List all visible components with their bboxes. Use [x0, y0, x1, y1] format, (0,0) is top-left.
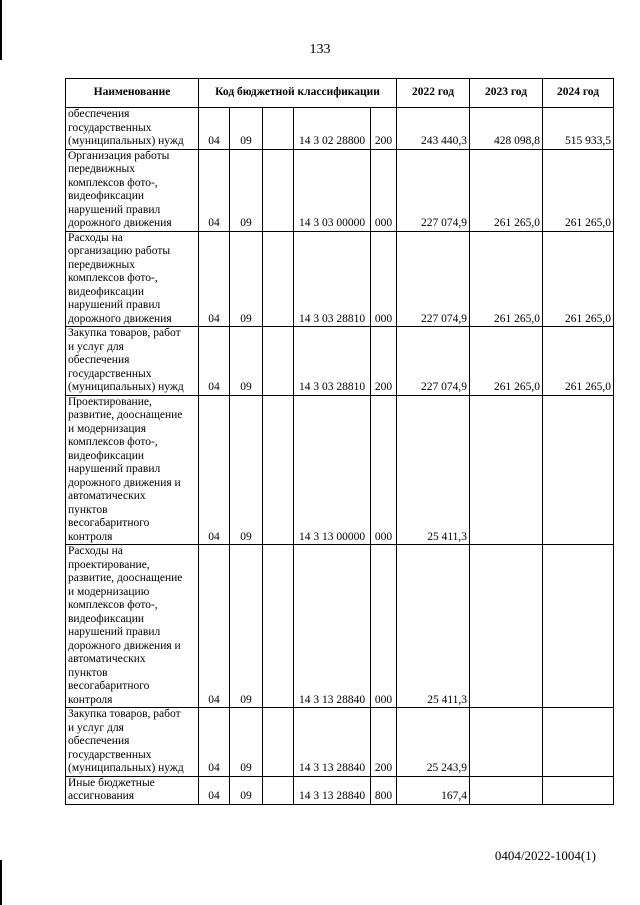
cell-name-line: обеспечения	[68, 354, 130, 366]
cell-name-line: автоматических	[68, 653, 146, 665]
cell-spacer	[263, 327, 294, 396]
cell-name-line: видеофиксации	[68, 285, 145, 298]
cell-subsection: 09	[230, 108, 263, 150]
cell-name-line: весогабаритного	[68, 680, 150, 692]
cell-2023	[470, 545, 543, 708]
cell-name-line: комплексов фото-,	[68, 176, 158, 189]
cell-name	[66, 231, 199, 327]
cell-target-article: 14 3 03 00000	[294, 149, 371, 231]
cell-expense-type: 000	[371, 231, 397, 327]
cell-name-line: Проектирование,	[68, 395, 152, 408]
cell-section: 04	[199, 708, 230, 777]
cell-subsection: 09	[230, 395, 263, 545]
cell-spacer	[263, 149, 294, 231]
header-2024: 2024 год	[543, 79, 614, 108]
cell-name	[66, 708, 199, 777]
cell-2023: 428 098,8	[470, 108, 543, 150]
cell-name-line: государственных	[68, 748, 152, 761]
header-name: Наименование	[66, 79, 199, 108]
cell-2022: 25 411,3	[397, 395, 470, 545]
cell-2023	[470, 708, 543, 777]
cell-name-line: дорожного движения	[68, 217, 172, 229]
cell-name-line: Закупка товаров, работ	[68, 708, 181, 720]
cell-name	[66, 327, 199, 396]
cell-name-line: государственных	[68, 121, 152, 134]
cell-2022: 227 074,9	[397, 327, 470, 396]
cell-2022: 167,4	[397, 776, 470, 804]
cell-name-line: и услуг для	[68, 340, 124, 353]
cell-name-line: организацию работы	[68, 245, 171, 257]
cell-section: 04	[199, 108, 230, 150]
cell-name-line: нарушений правил	[68, 203, 161, 216]
cell-2022: 25 411,3	[397, 545, 470, 708]
cell-2024: 515 933,5	[543, 108, 614, 150]
cell-name-line: передвижных	[68, 258, 135, 271]
cell-name-line: и услуг для	[68, 721, 124, 734]
cell-2023: 261 265,0	[470, 327, 543, 396]
cell-name-line: весогабаритного	[68, 517, 150, 529]
cell-name-line: и модернизацию	[68, 585, 150, 598]
cell-expense-type: 200	[371, 108, 397, 150]
cell-2023: 261 265,0	[470, 149, 543, 231]
cell-name-line: обеспечения	[68, 108, 130, 120]
cell-name-line: развитие, дооснащение	[68, 409, 183, 421]
cell-name-line: комплексов фото-,	[68, 436, 158, 448]
cell-name-line: комплексов фото-,	[68, 599, 158, 611]
table-header-row	[66, 79, 614, 108]
cell-2024: 261 265,0	[543, 327, 614, 396]
cell-2022: 243 440,3	[397, 108, 470, 150]
cell-section: 04	[199, 149, 230, 231]
cell-spacer	[263, 776, 294, 804]
cell-subsection: 09	[230, 231, 263, 327]
cell-name-line: комплексов фото-,	[68, 272, 158, 284]
cell-name-line: (муниципальных) нужд	[68, 762, 184, 774]
cell-name-line: дорожного движения	[68, 312, 172, 325]
cell-name-line: ассигнования	[68, 790, 135, 802]
cell-target-article: 14 3 13 28840	[294, 545, 371, 708]
cell-name-line: проектирование,	[68, 558, 150, 571]
cell-name-line: и модернизация	[68, 422, 146, 435]
cell-name-line: нарушений правил	[68, 299, 161, 311]
table-row	[66, 395, 614, 545]
cell-spacer	[263, 231, 294, 327]
cell-name	[66, 395, 199, 545]
cell-2022: 227 074,9	[397, 231, 470, 327]
cell-name-line: развитие, дооснащение	[68, 572, 183, 584]
cell-name-line: Закупка товаров, работ	[68, 327, 181, 339]
cell-target-article: 14 3 13 00000	[294, 395, 371, 545]
cell-name-line: пунктов	[68, 503, 108, 516]
table-row	[66, 776, 614, 804]
cell-name-line: пунктов	[68, 666, 108, 679]
cell-target-article: 14 3 13 28840	[294, 708, 371, 777]
cell-target-article: 14 3 03 28810	[294, 327, 371, 396]
cell-name-line: видеофиксации	[68, 449, 145, 462]
cell-expense-type: 000	[371, 545, 397, 708]
document-code: 0404/2022-1004(1)	[494, 848, 596, 863]
table-row	[66, 108, 614, 150]
cell-name-line: Расходы на	[68, 231, 123, 244]
cell-subsection: 09	[230, 708, 263, 777]
cell-expense-type: 000	[371, 395, 397, 545]
cell-section: 04	[199, 545, 230, 708]
cell-spacer	[263, 545, 294, 708]
cell-section: 04	[199, 395, 230, 545]
cell-expense-type: 200	[371, 327, 397, 396]
cell-name-line: дорожного движения и	[68, 476, 181, 489]
table-row	[66, 545, 614, 708]
cell-subsection: 09	[230, 327, 263, 396]
cell-name-line: обеспечения	[68, 735, 130, 747]
cell-name-line: дорожного движения и	[68, 639, 181, 652]
cell-target-article: 14 3 13 28840	[294, 776, 371, 804]
cell-2024	[543, 708, 614, 777]
cell-expense-type: 000	[371, 149, 397, 231]
cell-spacer	[263, 108, 294, 150]
cell-2022: 227 074,9	[397, 149, 470, 231]
cell-name-line: нарушений правил	[68, 626, 161, 638]
table-body	[66, 108, 614, 805]
cell-name-line: нарушений правил	[68, 463, 161, 475]
table-row	[66, 231, 614, 327]
cell-section: 04	[199, 776, 230, 804]
cell-name	[66, 149, 199, 231]
cell-2023	[470, 776, 543, 804]
cell-spacer	[263, 708, 294, 777]
cell-name-line: контроля	[68, 530, 113, 543]
cell-expense-type: 800	[371, 776, 397, 804]
cell-expense-type: 200	[371, 708, 397, 777]
page-number: 133	[309, 42, 331, 57]
cell-target-article: 14 3 03 28810	[294, 231, 371, 327]
cell-name	[66, 108, 199, 150]
cell-2024	[543, 545, 614, 708]
table-row	[66, 149, 614, 231]
cell-name-line: автоматических	[68, 490, 146, 502]
cell-name-line: Расходы на	[68, 545, 123, 557]
cell-section: 04	[199, 327, 230, 396]
header-2022: 2022 год	[397, 79, 470, 108]
cell-target-article: 14 3 02 28800	[294, 108, 371, 150]
header-2023: 2023 год	[470, 79, 543, 108]
cell-name	[66, 545, 199, 708]
table-row	[66, 708, 614, 777]
cell-name	[66, 776, 199, 804]
cell-2023	[470, 395, 543, 545]
cell-name-line: передвижных	[68, 163, 135, 175]
cell-name-line: Организация работы	[68, 149, 170, 162]
table-row	[66, 327, 614, 396]
cell-subsection: 09	[230, 149, 263, 231]
budget-table	[65, 78, 614, 805]
cell-name-line: Иные бюджетные	[68, 776, 155, 789]
cell-2022: 25 243,9	[397, 708, 470, 777]
cell-2023: 261 265,0	[470, 231, 543, 327]
cell-spacer	[263, 395, 294, 545]
cell-name-line: (муниципальных) нужд	[68, 381, 184, 393]
cell-2024: 261 265,0	[543, 231, 614, 327]
scan-edge-mark-bottom	[0, 860, 2, 905]
cell-2024	[543, 395, 614, 545]
cell-name-line: видеофиксации	[68, 190, 145, 202]
header-budget-code: Код бюджетной классификации	[199, 79, 397, 108]
cell-subsection: 09	[230, 545, 263, 708]
cell-name-line: (муниципальных) нужд	[68, 135, 184, 147]
cell-subsection: 09	[230, 776, 263, 804]
cell-name-line: государственных	[68, 367, 152, 380]
cell-2024: 261 265,0	[543, 149, 614, 231]
cell-name-line: контроля	[68, 693, 113, 706]
cell-section: 04	[199, 231, 230, 327]
cell-name-line: видеофиксации	[68, 612, 145, 625]
cell-2024	[543, 776, 614, 804]
